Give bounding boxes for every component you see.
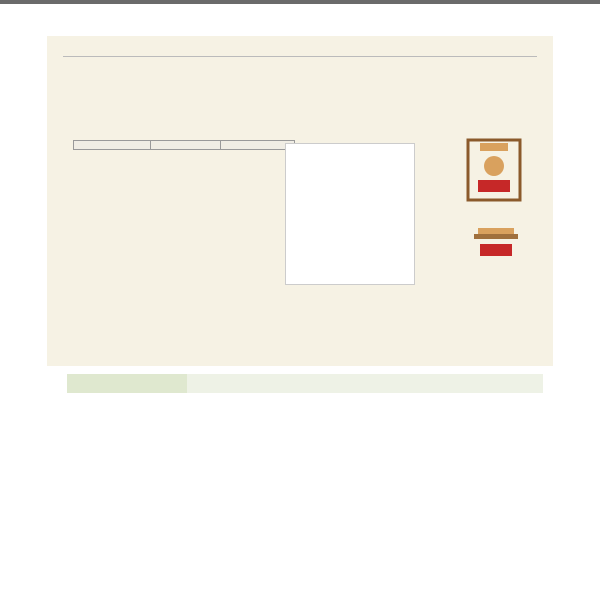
notation-explainer [418,126,554,296]
old-tag-box [478,180,510,192]
old-sound-circle [484,156,504,176]
new-source-icon [478,228,514,234]
new-floor-board [474,234,518,239]
old-source-icon [480,143,508,151]
banner-bar [0,0,600,4]
perf-header-2 [221,141,295,150]
main-graph [285,143,415,285]
class-tab-strip [67,374,543,393]
notation-svg [418,126,554,296]
new-tag-box [480,244,512,256]
tab-ll5-bg [67,374,187,393]
section-divider [63,56,537,57]
performance-table [73,140,295,150]
main-graph-svg [286,144,416,286]
perf-header-0 [74,141,151,150]
header-banner [0,0,600,36]
perf-header-1 [151,141,221,150]
